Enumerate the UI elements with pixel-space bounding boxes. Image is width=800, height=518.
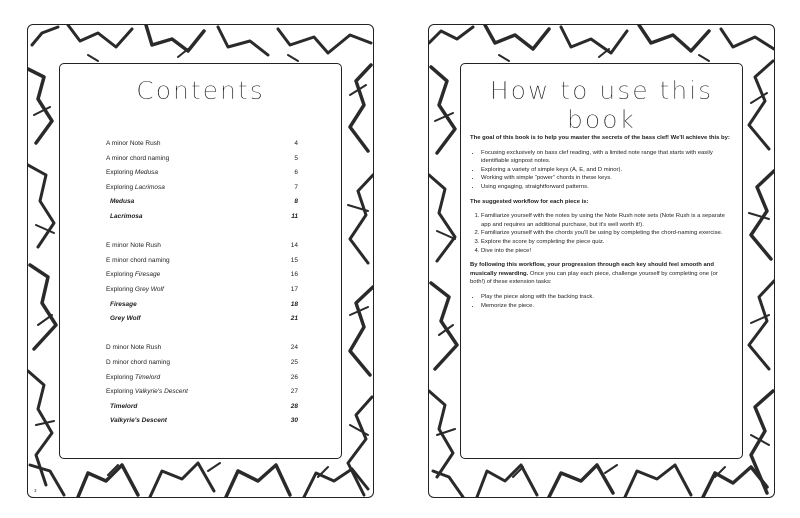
goal-item: • Exploring a variety of simple keys (A, E, and D minor).	[481, 166, 734, 175]
goal-item: • Using engaging, straightforward patterns.	[481, 183, 734, 192]
toc-label	[106, 268, 160, 283]
toc-prefix: Exploring	[106, 271, 135, 279]
page-title: Contents	[136, 76, 265, 105]
how-to-use-page	[428, 24, 775, 498]
toc-label: Lacrimosa	[110, 212, 143, 220]
toc-row[interactable]	[106, 195, 298, 210]
toc-piece-title: Firesage	[134, 271, 161, 279]
toc-row[interactable]	[106, 239, 298, 254]
toc-label: E minor Note Rush	[106, 242, 161, 250]
toc-row[interactable]	[106, 137, 298, 152]
toc-page-number: 27	[290, 388, 298, 396]
toc-row[interactable]	[106, 166, 298, 181]
toc-label	[106, 385, 188, 400]
toc-page-number: 7	[294, 183, 298, 191]
toc-page-number: 28	[290, 402, 298, 410]
toc-piece-title: Valkyrie's Descent	[134, 388, 188, 396]
toc-page-number: 26	[290, 373, 298, 381]
toc-page-number: 15	[290, 256, 298, 264]
workflow-step: 3. Explore the score by completing the piece quiz.	[481, 238, 734, 247]
intro-text: The goal of this book is to help you master the secrets of the bass clef! We'll achieve this by:	[470, 135, 730, 141]
toc-label: D minor Note Rush	[106, 344, 162, 352]
toc-label: Valkyrie's Descent	[110, 417, 167, 425]
contents-page	[27, 24, 374, 498]
toc-row[interactable]	[106, 341, 298, 356]
toc-row[interactable]	[106, 181, 298, 196]
toc-prefix: Exploring	[106, 285, 135, 293]
toc-spacer	[106, 327, 298, 342]
toc-label: Medusa	[110, 198, 135, 206]
toc-label	[106, 283, 164, 298]
workflow-step: 4. Dive into the piece!	[481, 247, 734, 256]
page-number: 3	[34, 488, 37, 493]
toc-page-number: 18	[290, 300, 298, 308]
toc-piece-title: Grey Wolf	[134, 285, 164, 293]
page-number: 4	[765, 488, 768, 493]
toc-label: Firesage	[110, 300, 137, 308]
toc-row[interactable]	[106, 312, 298, 327]
table-of-contents	[106, 137, 298, 429]
toc-label	[106, 181, 165, 196]
toc-page-number: 24	[290, 344, 298, 352]
toc-row[interactable]	[106, 210, 298, 225]
toc-row[interactable]	[106, 400, 298, 415]
toc-label: D minor chord naming	[106, 358, 170, 366]
toc-label: E minor chord naming	[106, 256, 170, 264]
goal-item: • Working with simple “power” chords in these keys.	[481, 174, 734, 183]
toc-piece-title: Lacrimosa	[134, 183, 165, 191]
how-to-use-panel	[460, 63, 743, 459]
toc-row[interactable]	[106, 283, 298, 298]
toc-label: Grey Wolf	[110, 315, 141, 323]
how-to-use-body	[470, 134, 734, 316]
toc-page-number: 8	[294, 198, 298, 206]
toc-page-number: 14	[290, 242, 298, 250]
toc-piece-title: Timelord	[134, 373, 161, 381]
page-title: How to use this book	[489, 76, 714, 134]
toc-row[interactable]	[106, 385, 298, 400]
toc-page-number: 30	[290, 417, 298, 425]
toc-prefix: Exploring	[106, 169, 135, 177]
toc-page-number: 4	[294, 140, 298, 147]
toc-spacer	[106, 225, 298, 240]
toc-prefix: Exploring	[106, 388, 135, 396]
toc-row[interactable]	[106, 152, 298, 167]
workflow-step: 1. Familiarize yourself with the notes by using the Note Rush note sets (Note Rush is a separate app and requires an additional purchase, but it's well worth it!).	[481, 212, 734, 229]
toc-page-number: 21	[290, 315, 298, 323]
toc-piece-title: Medusa	[134, 169, 159, 177]
extension-task: • Play the piece along with the backing track.	[481, 293, 734, 302]
toc-page-number: 17	[290, 285, 298, 293]
workflow-list	[470, 212, 734, 255]
toc-row[interactable]	[106, 371, 298, 386]
toc-page-number: 16	[290, 271, 298, 279]
extension-task: • Memorize the piece.	[481, 302, 734, 311]
conclusion-rest: Once you can play each piece, challenge yourself by completing one (or both!) of these extension tasks:	[470, 270, 718, 286]
workflow-heading: The suggested workflow for each piece is:	[470, 198, 589, 205]
toc-page-number: 5	[294, 154, 298, 162]
toc-page-number: 25	[290, 358, 298, 366]
toc-row[interactable]	[106, 356, 298, 371]
toc-row[interactable]	[106, 254, 298, 269]
extensions-list	[470, 293, 734, 310]
toc-label	[106, 371, 160, 386]
conclusion-paragraph	[470, 261, 734, 287]
conclusion-bold: By following this workflow, your progression through each key should feel smooth and musically rewarding.	[470, 262, 714, 277]
goal-item: • Focusing exclusively on bass clef reading, with a limited note range that starts with easily identifiable signpost notes.	[481, 149, 734, 166]
toc-label: A minor chord naming	[106, 154, 170, 162]
toc-page-number: 11	[291, 212, 298, 220]
toc-row[interactable]	[106, 414, 298, 429]
toc-row[interactable]	[106, 268, 298, 283]
contents-panel	[59, 63, 342, 459]
toc-label	[106, 166, 158, 181]
toc-prefix: Exploring	[106, 183, 135, 191]
toc-label: A minor Note Rush	[106, 140, 161, 147]
toc-prefix: Exploring	[106, 373, 135, 381]
workflow-step: 2. Familiarize yourself with the chords you'll be using by completing the chord-naming exercise.	[481, 229, 734, 238]
toc-row[interactable]	[106, 298, 298, 313]
toc-page-number: 6	[294, 169, 298, 177]
goals-list	[470, 149, 734, 192]
toc-label: Timelord	[110, 402, 138, 410]
